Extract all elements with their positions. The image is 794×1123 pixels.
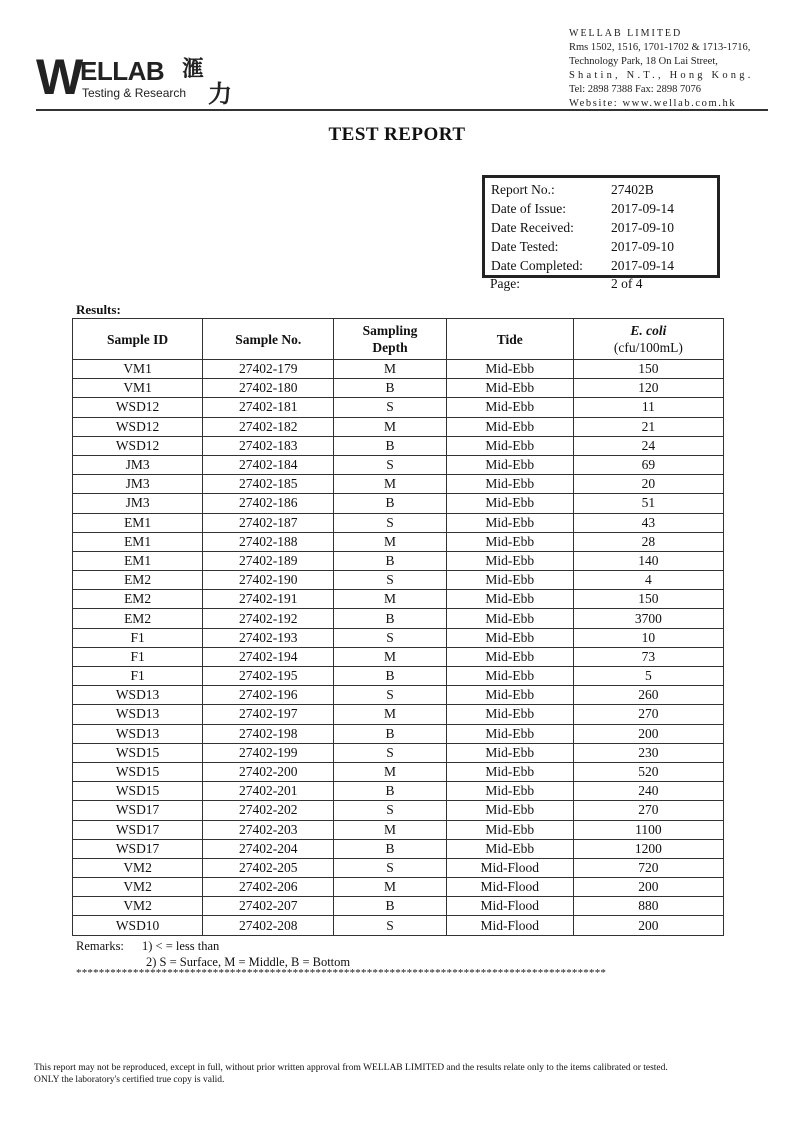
table-row [73,820,724,839]
cell-sample-id: EM1 [73,551,203,570]
cell-sample-id: WSD17 [73,801,203,820]
cell-tide: Mid-Ebb [446,590,573,609]
table-row [73,782,724,801]
cell-depth: M [334,417,446,436]
table-row [73,379,724,398]
address-line-2: Technology Park, 18 On Lai Street, [569,56,718,67]
cell-sample-no: 27402-183 [203,436,334,455]
cell-tide: Mid-Ebb [446,609,573,628]
cell-tide: Mid-Ebb [446,667,573,686]
cell-sample-id: EM1 [73,513,203,532]
table-row [73,667,724,686]
cell-sample-no: 27402-203 [203,820,334,839]
cell-tide: Mid-Ebb [446,475,573,494]
logo-tagline: Testing & Research [82,86,187,100]
info-value: 2017-09-10 [611,239,674,254]
remarks-label: Remarks: [76,939,124,953]
cell-sample-no: 27402-186 [203,494,334,513]
cell-sample-id: VM2 [73,897,203,916]
table-row [73,628,724,647]
cell-sample-id: EM2 [73,590,203,609]
page-number [490,276,643,292]
report-info-box [482,175,720,278]
cell-tide: Mid-Ebb [446,686,573,705]
cell-tide: Mid-Ebb [446,551,573,570]
cell-depth: S [334,801,446,820]
cell-tide: Mid-Ebb [446,839,573,858]
table-row [73,455,724,474]
remark-2: 2) S = Surface, M = Middle, B = Bottom [146,955,351,969]
cell-sample-id: VM2 [73,878,203,897]
cell-tide: Mid-Ebb [446,398,573,417]
cell-sample-id: VM2 [73,858,203,877]
footer-disclaimer [34,1062,774,1086]
cell-sample-id: WSD10 [73,916,203,935]
cell-depth: B [334,436,446,455]
col-tide: Tide [446,319,573,360]
table-row [73,801,724,820]
cell-sample-no: 27402-196 [203,686,334,705]
info-value: 2017-09-14 [611,258,674,273]
table-row [73,494,724,513]
cell-depth: S [334,916,446,935]
table-row [73,858,724,877]
cell-sample-id: EM2 [73,609,203,628]
cell-depth: M [334,820,446,839]
info-label: Date Tested: [491,239,559,254]
cell-ecoli: 200 [573,878,723,897]
cell-depth: S [334,398,446,417]
cell-sample-no: 27402-192 [203,609,334,628]
table-row [73,590,724,609]
cell-sample-no: 27402-187 [203,513,334,532]
cell-sample-id: F1 [73,667,203,686]
end-separator: ********************************************************************************************* [76,967,607,979]
cell-ecoli: 3700 [573,609,723,628]
cell-tide: Mid-Flood [446,897,573,916]
cell-sample-id: WSD13 [73,724,203,743]
cell-sample-id: EM2 [73,571,203,590]
col-ecoli-unit: (cfu/100mL) [613,340,683,355]
table-row [73,513,724,532]
header-divider [36,109,768,111]
cell-ecoli: 5 [573,667,723,686]
cell-sample-no: 27402-206 [203,878,334,897]
table-row [73,360,724,379]
footer-line-2: ONLY the laboratory's certified true copy is valid. [34,1075,225,1085]
cell-ecoli: 520 [573,762,723,781]
cell-sample-id: WSD13 [73,686,203,705]
table-row [73,916,724,935]
logo-brand-text: ELLAB [80,56,165,86]
cell-sample-no: 27402-193 [203,628,334,647]
cell-sample-id: EM1 [73,532,203,551]
cell-depth: B [334,897,446,916]
cell-depth: M [334,360,446,379]
cell-ecoli: 10 [573,628,723,647]
table-row [73,724,724,743]
cell-tide: Mid-Ebb [446,705,573,724]
cell-depth: B [334,782,446,801]
logo-initial: W [36,49,82,105]
table-row [73,532,724,551]
cell-ecoli: 120 [573,379,723,398]
cell-sample-id: WSD13 [73,705,203,724]
table-row [73,609,724,628]
cell-depth: S [334,571,446,590]
cell-depth: M [334,647,446,666]
cell-sample-no: 27402-198 [203,724,334,743]
page-label: Page: [490,276,520,291]
table-row [73,417,724,436]
cell-sample-id: WSD12 [73,398,203,417]
cell-depth: B [334,551,446,570]
address-line-3: Shatin, N.T., Hong Kong. [569,70,754,81]
wellab-logo [36,48,286,108]
info-value: 2017-09-10 [611,220,674,235]
cell-ecoli: 140 [573,551,723,570]
cell-tide: Mid-Ebb [446,571,573,590]
cell-sample-id: F1 [73,647,203,666]
company-address-block [569,27,769,111]
cell-ecoli: 21 [573,417,723,436]
cell-ecoli: 73 [573,647,723,666]
results-heading: Results: [76,302,121,317]
info-value: 2017-09-14 [611,201,674,216]
cell-sample-no: 27402-185 [203,475,334,494]
table-header-row [73,319,724,360]
cell-ecoli: 150 [573,360,723,379]
website: Website: www.wellab.com.hk [569,98,737,109]
cell-tide: Mid-Ebb [446,820,573,839]
results-table [72,318,724,936]
cell-sample-no: 27402-197 [203,705,334,724]
cell-ecoli: 240 [573,782,723,801]
cell-ecoli: 43 [573,513,723,532]
table-row [73,571,724,590]
logo-chinese-bottom: 力 [208,79,232,108]
cell-depth: M [334,762,446,781]
col-sampling-depth [334,319,446,360]
table-row [73,705,724,724]
cell-sample-no: 27402-191 [203,590,334,609]
cell-ecoli: 270 [573,801,723,820]
info-label: Date Received: [491,220,574,235]
logo-chinese-top: 滙 [182,56,205,82]
cell-depth: M [334,532,446,551]
cell-ecoli: 720 [573,858,723,877]
cell-sample-no: 27402-180 [203,379,334,398]
info-label: Report No.: [491,182,555,197]
table-row [73,398,724,417]
cell-depth: S [334,686,446,705]
cell-sample-no: 27402-182 [203,417,334,436]
cell-ecoli: 11 [573,398,723,417]
cell-ecoli: 150 [573,590,723,609]
cell-ecoli: 24 [573,436,723,455]
col-ecoli-name: E. coli [630,323,667,338]
cell-sample-no: 27402-204 [203,839,334,858]
cell-sample-no: 27402-202 [203,801,334,820]
info-date-tested [485,237,717,256]
table-row [73,647,724,666]
cell-depth: S [334,743,446,762]
info-report-no [485,180,717,199]
cell-sample-id: JM3 [73,475,203,494]
page-title: TEST REPORT [328,124,466,145]
cell-sample-id: WSD17 [73,839,203,858]
cell-sample-no: 27402-205 [203,858,334,877]
table-body [73,360,724,936]
cell-sample-no: 27402-184 [203,455,334,474]
cell-sample-no: 27402-181 [203,398,334,417]
cell-depth: M [334,475,446,494]
address-line-1: Rms 1502, 1516, 1701-1702 & 1713-1716, [569,42,751,53]
cell-depth: M [334,590,446,609]
cell-sample-id: VM1 [73,379,203,398]
cell-ecoli: 51 [573,494,723,513]
cell-tide: Mid-Ebb [446,724,573,743]
cell-tide: Mid-Ebb [446,762,573,781]
cell-sample-no: 27402-208 [203,916,334,935]
col-depth-line1: Sampling [362,323,418,338]
col-sample-id: Sample ID [73,319,203,360]
cell-depth: M [334,705,446,724]
col-ecoli [573,319,723,360]
cell-tide: Mid-Ebb [446,628,573,647]
cell-ecoli: 20 [573,475,723,494]
remark-1: 1) < = less than [142,939,220,953]
cell-sample-id: WSD17 [73,820,203,839]
info-date-completed [485,256,717,275]
cell-tide: Mid-Ebb [446,801,573,820]
cell-ecoli: 270 [573,705,723,724]
cell-sample-no: 27402-201 [203,782,334,801]
info-label: Date of Issue: [491,201,566,216]
cell-tide: Mid-Ebb [446,360,573,379]
cell-tide: Mid-Ebb [446,532,573,551]
phone-fax: Tel: 2898 7388 Fax: 2898 7076 [569,84,701,95]
table-row [73,878,724,897]
cell-sample-id: F1 [73,628,203,647]
table-row [73,436,724,455]
cell-depth: S [334,858,446,877]
cell-ecoli: 69 [573,455,723,474]
cell-ecoli: 1200 [573,839,723,858]
cell-tide: Mid-Ebb [446,417,573,436]
cell-ecoli: 28 [573,532,723,551]
cell-ecoli: 200 [573,916,723,935]
cell-depth: B [334,667,446,686]
cell-sample-id: WSD12 [73,436,203,455]
cell-depth: S [334,628,446,647]
table-row [73,762,724,781]
info-date-of-issue [485,199,717,218]
table-row [73,743,724,762]
info-label: Date Completed: [491,258,583,273]
cell-tide: Mid-Ebb [446,494,573,513]
cell-tide: Mid-Flood [446,858,573,877]
cell-sample-no: 27402-188 [203,532,334,551]
cell-sample-id: WSD12 [73,417,203,436]
cell-tide: Mid-Flood [446,916,573,935]
cell-sample-no: 27402-207 [203,897,334,916]
info-date-received [485,218,717,237]
cell-tide: Mid-Ebb [446,436,573,455]
cell-ecoli: 880 [573,897,723,916]
cell-tide: Mid-Ebb [446,782,573,801]
cell-sample-no: 27402-190 [203,571,334,590]
cell-depth: S [334,455,446,474]
table-row [73,897,724,916]
cell-ecoli: 260 [573,686,723,705]
cell-ecoli: 4 [573,571,723,590]
cell-sample-no: 27402-199 [203,743,334,762]
page-value: 2 of 4 [611,276,643,291]
cell-sample-no: 27402-179 [203,360,334,379]
cell-sample-no: 27402-200 [203,762,334,781]
cell-tide: Mid-Ebb [446,647,573,666]
cell-tide: Mid-Ebb [446,379,573,398]
cell-sample-id: JM3 [73,455,203,474]
table-row [73,551,724,570]
cell-sample-no: 27402-189 [203,551,334,570]
cell-sample-id: JM3 [73,494,203,513]
company-name: WELLAB LIMITED [569,28,683,39]
cell-sample-id: WSD15 [73,743,203,762]
cell-tide: Mid-Flood [446,878,573,897]
remarks [76,938,350,970]
cell-depth: B [334,724,446,743]
info-value: 27402B [611,182,654,197]
col-sample-no: Sample No. [203,319,334,360]
cell-ecoli: 230 [573,743,723,762]
cell-tide: Mid-Ebb [446,455,573,474]
cell-tide: Mid-Ebb [446,743,573,762]
cell-ecoli: 1100 [573,820,723,839]
cell-sample-no: 27402-195 [203,667,334,686]
cell-depth: M [334,878,446,897]
cell-depth: S [334,513,446,532]
cell-depth: B [334,839,446,858]
table-row [73,839,724,858]
table-row [73,475,724,494]
cell-depth: B [334,609,446,628]
cell-depth: B [334,379,446,398]
cell-sample-id: VM1 [73,360,203,379]
cell-tide: Mid-Ebb [446,513,573,532]
col-depth-line2: Depth [372,340,408,355]
cell-sample-id: WSD15 [73,762,203,781]
table-row [73,686,724,705]
cell-sample-id: WSD15 [73,782,203,801]
footer-line-1: This report may not be reproduced, except in full, without prior written approval from WELLAB LIMITED and the results relate only to the items calibrated or tested. [34,1063,668,1073]
cell-sample-no: 27402-194 [203,647,334,666]
cell-ecoli: 200 [573,724,723,743]
cell-depth: B [334,494,446,513]
